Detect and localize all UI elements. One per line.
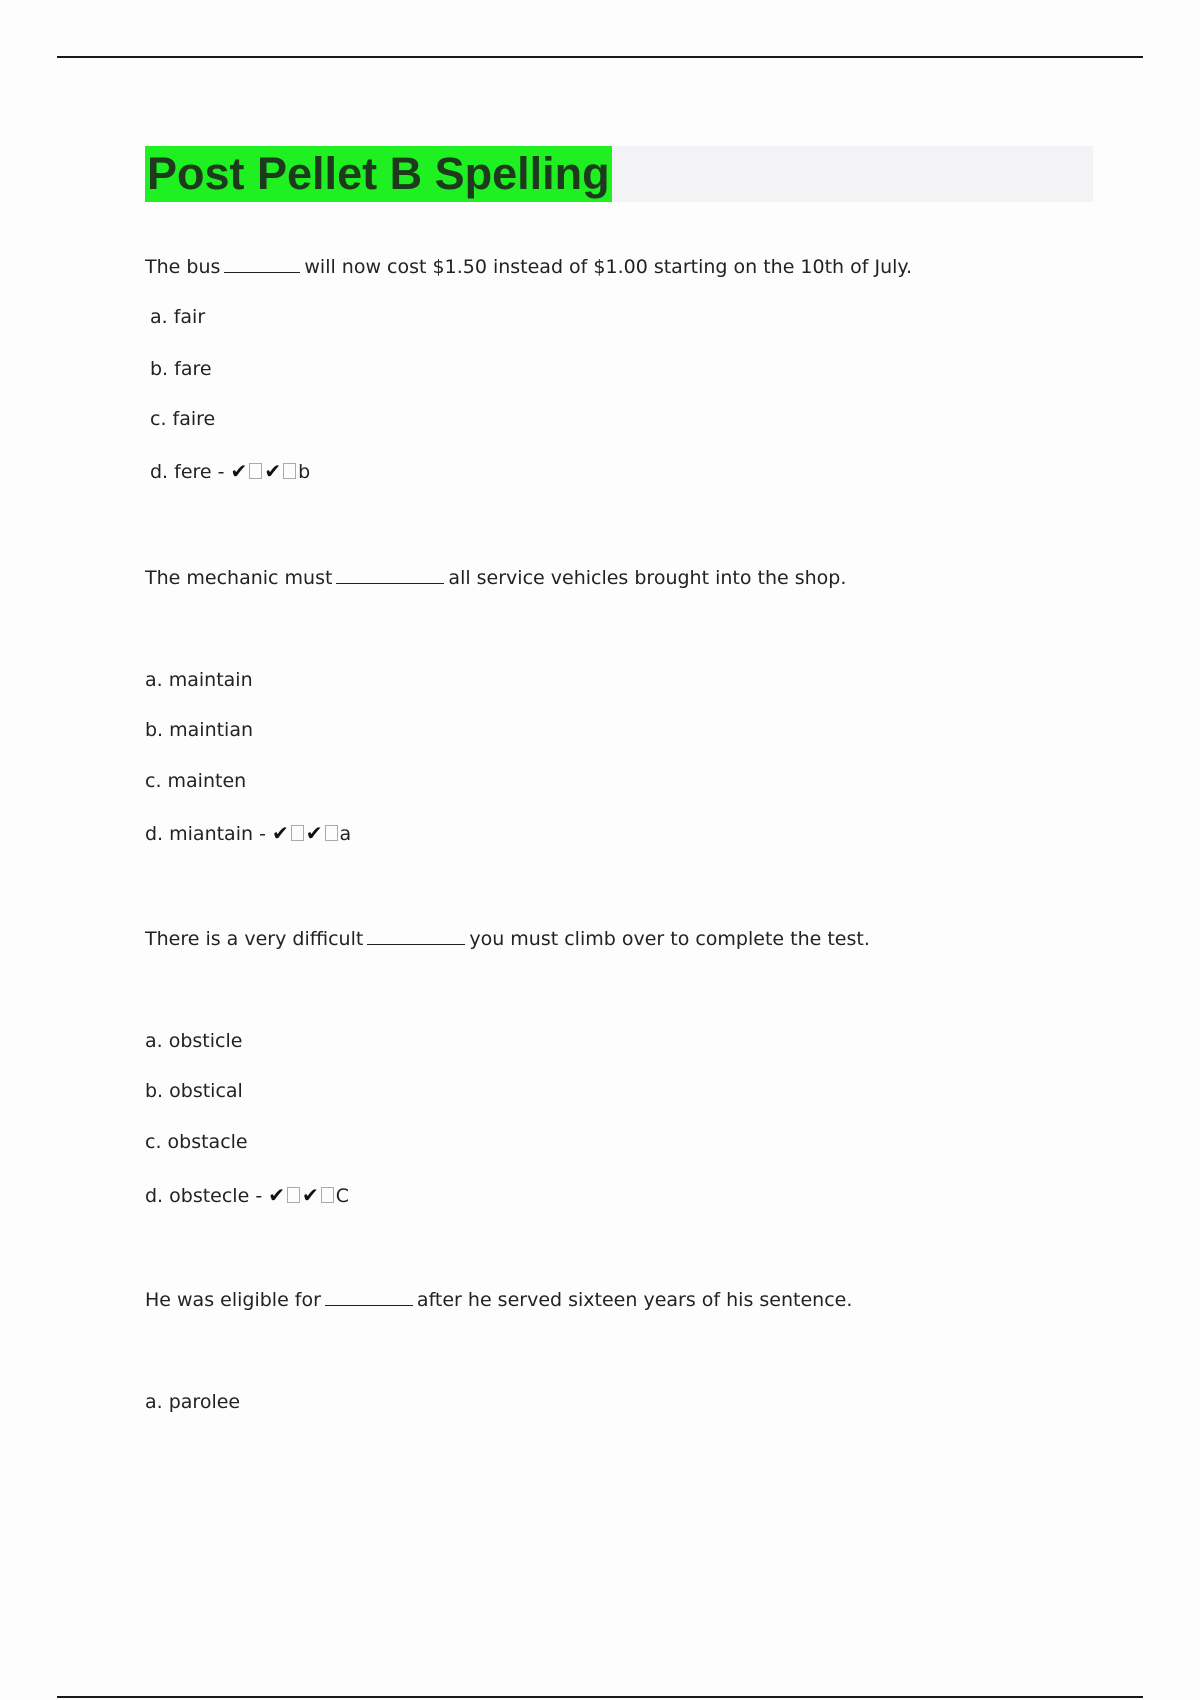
check-icon: ✔ [230, 459, 248, 483]
check-icon: ✔ [302, 1183, 319, 1207]
option-4a: a. parolee [145, 1391, 241, 1413]
top-rule [57, 56, 1143, 58]
question-4-after: after he served sixteen years of his sentence. [416, 1289, 853, 1311]
option-3c: c. obstacle [145, 1131, 248, 1153]
check-icon: ✔ [264, 459, 282, 483]
answer-blank [224, 254, 300, 273]
option-3d-text: d. obstecle - [145, 1185, 263, 1207]
bottom-rule [57, 1696, 1143, 1698]
question-3-after: you must climb over to complete the test. [469, 928, 870, 950]
question-2-before: The mechanic must [145, 567, 333, 589]
answer-blank [336, 565, 444, 584]
box-icon [287, 1187, 300, 1203]
option-2c: c. mainten [145, 770, 247, 792]
box-icon [283, 463, 296, 479]
check-icon: ✔ [268, 1183, 285, 1207]
check-icon: ✔ [305, 821, 323, 845]
box-icon [325, 825, 338, 841]
question-4 [145, 1287, 852, 1312]
question-2 [145, 565, 846, 590]
option-1d-text: d. fere - [150, 461, 225, 483]
option-1c: c. faire [150, 408, 216, 430]
option-2b: b. maintian [145, 719, 254, 741]
option-1a: a. fair [150, 306, 206, 328]
answer-key-1: b [298, 461, 311, 483]
answer-key-2: a [339, 823, 352, 845]
question-3-before: There is a very difficult [145, 928, 364, 950]
option-2a: a. maintain [145, 669, 253, 691]
box-icon [291, 825, 304, 841]
option-1b: b. fare [150, 358, 212, 380]
answer-key-3: C [335, 1185, 350, 1207]
option-3b: b. obstical [145, 1080, 243, 1102]
question-1 [145, 254, 912, 279]
option-2d-text: d. miantain - [145, 823, 266, 845]
box-icon [249, 463, 262, 479]
page-title: Post Pellet B Spelling [145, 146, 612, 202]
question-3 [145, 926, 870, 951]
option-3a: a. obsticle [145, 1030, 243, 1052]
option-2d [145, 821, 351, 846]
check-icon: ✔ [271, 821, 289, 845]
question-4-before: He was eligible for [145, 1289, 321, 1311]
answer-blank [367, 926, 465, 945]
question-1-after: will now cost $1.50 instead of $1.00 starting on the 10th of July. [304, 256, 912, 278]
box-icon [321, 1187, 334, 1203]
answer-blank [325, 1287, 413, 1306]
question-2-after: all service vehicles brought into the shop. [448, 567, 847, 589]
option-1d [150, 459, 310, 484]
option-3d [145, 1183, 349, 1208]
question-1-before: The bus [145, 256, 221, 278]
